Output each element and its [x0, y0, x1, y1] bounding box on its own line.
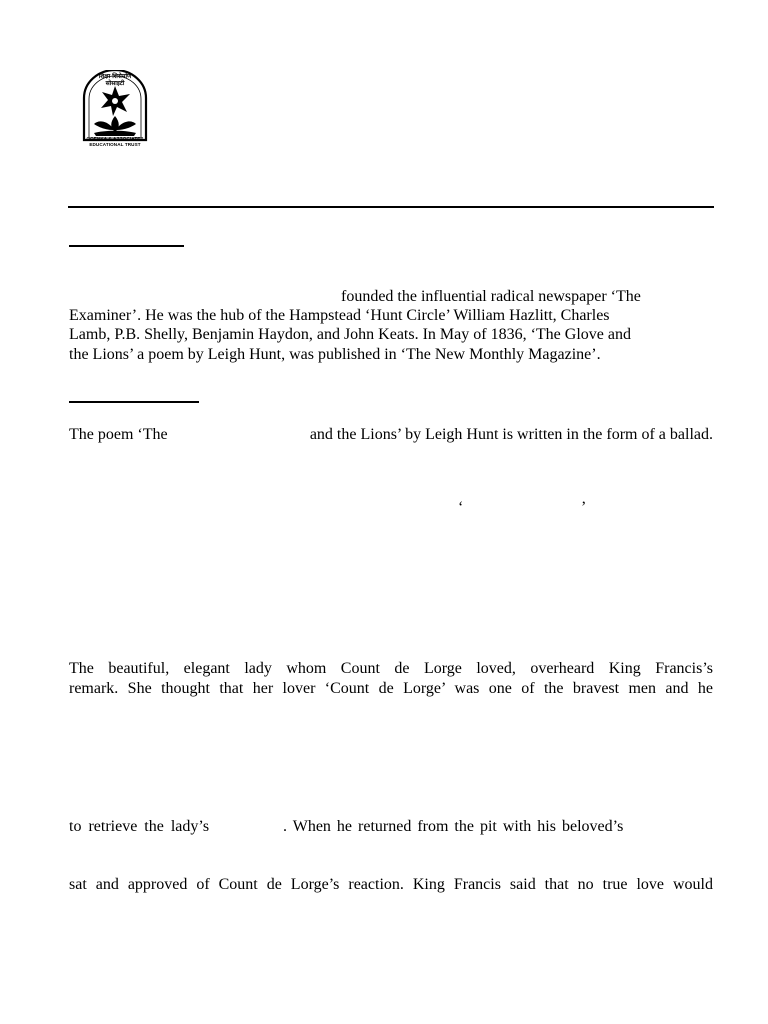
text-line: founded the influential radical newspaper ‘The — [341, 288, 641, 305]
text-fragment: and the Lions’ by Leigh Hunt is written in the form of a ballad. — [309, 426, 713, 443]
header-rule — [68, 206, 714, 208]
text-line: Lamb, P.B. Shelly, Benjamin Haydon, and John Keats. In May of 1836, ‘The Glove and — [69, 326, 631, 343]
text-line: remark. She thought that her lover ‘Count de Lorge’ was one of the bravest men and he — [69, 680, 713, 697]
text-fragment: . When he returned from the pit with his beloved’s — [283, 818, 624, 835]
logo-top-text: शिक्षा शिरोमणि सोसाइटी — [98, 73, 132, 87]
section-heading-underline — [69, 245, 184, 247]
text-fragment: The poem ‘The — [69, 426, 168, 443]
text-fragment: to retrieve the lady’s — [69, 818, 210, 835]
text-line: Examiner’. He was the hub of the Hampstead ‘Hunt Circle’ William Hazlitt, Charles — [69, 307, 610, 324]
text-line: sat and approved of Count de Lorge’s reaction. King Francis said that no true love would — [69, 876, 713, 893]
trust-logo — [80, 70, 150, 154]
logo-org-line1: GOENKA & ASSOCIATES — [86, 136, 144, 141]
section-heading-underline — [69, 401, 199, 403]
open-quote-mark: ‘ — [458, 499, 464, 516]
text-line: The beautiful, elegant lady whom Count de Lorge loved, overheard King Francis’s — [69, 660, 713, 677]
close-quote-mark: ’ — [581, 499, 587, 516]
text-line — [69, 817, 209, 837]
text-line: the Lions’ a poem by Leigh Hunt, was published in ‘The New Monthly Magazine’. — [69, 346, 601, 363]
logo-org-line2: EDUCATIONAL TRUST — [89, 142, 141, 147]
text-line — [69, 425, 713, 445]
